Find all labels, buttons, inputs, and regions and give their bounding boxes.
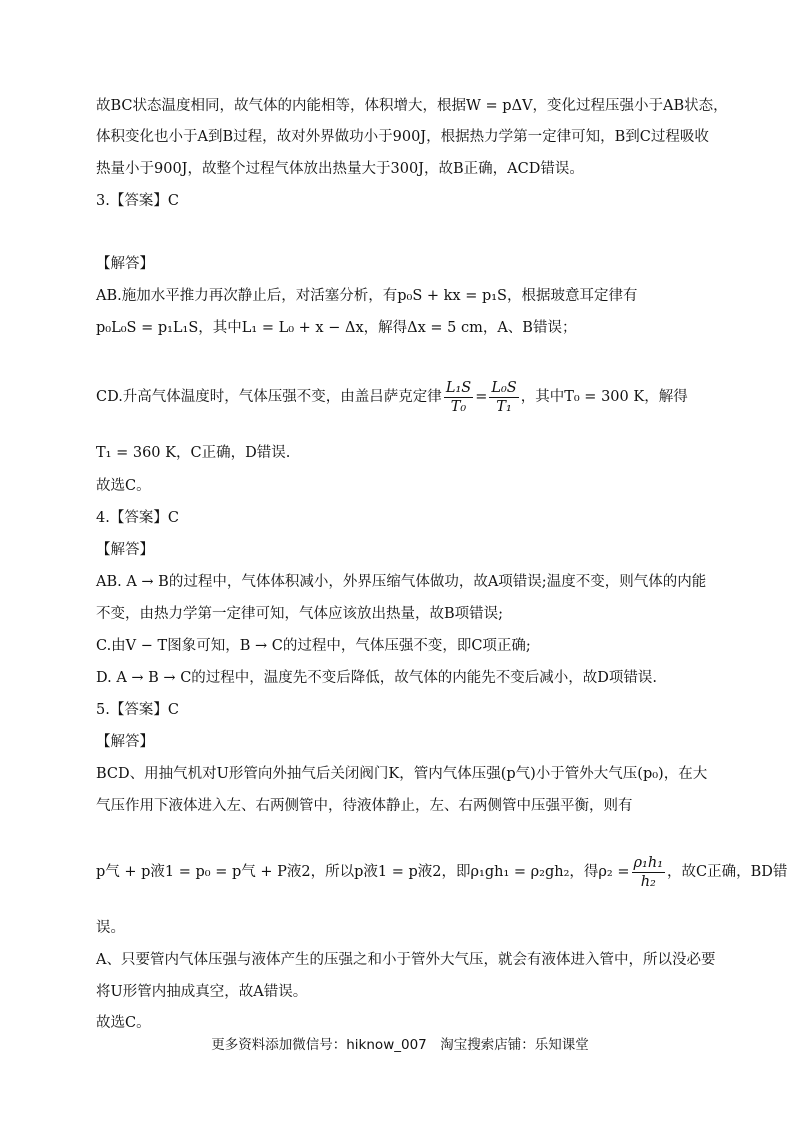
text-segment: CD.升高气体温度时，气体压强不变，由盖吕萨克定律 xyxy=(96,389,442,405)
text-line: 体积变化也小于A到B过程，故对外界做功小于900J，根据热力学第一定律可知，B到C过程吸收 xyxy=(96,129,709,145)
fraction-denominator: h₂ xyxy=(640,873,656,890)
text-line: 热量小于900J，故整个过程气体放出热量大于300J，故B正确，ACD错误。 xyxy=(96,161,584,177)
text-line: 气压作用下液体进入左、右两侧管中，待液体静止，左、右两侧管中压强平衡，则有 xyxy=(96,798,633,814)
fraction-denominator: T₀ xyxy=(450,398,467,415)
text-line: AB. A → B的过程中，气体体积减小，外界压缩气体做功，故A项错误;温度不变，则气体的内能 xyxy=(96,574,707,590)
text-line: 将U形管内抽成真空，故A错误。 xyxy=(96,984,308,1000)
fraction xyxy=(489,379,518,416)
text-segment: ，其中T₀ = 300 K，解得 xyxy=(520,389,688,405)
fraction xyxy=(632,854,666,891)
answer-heading: 3.【答案】C xyxy=(96,193,179,209)
fraction-numerator: L₁S xyxy=(445,379,472,396)
text-line: 故选C。 xyxy=(96,1015,151,1031)
equals-sign: = xyxy=(475,389,488,405)
text-line: BCD、用抽气机对U形管向外抽气后关闭阀门K，管内气体压强(p气)小于管外大气压(p₀)，在大 xyxy=(96,766,708,782)
text-line: p₀L₀S = p₁L₁S，其中L₁ = L₀ + x − Δx，解得Δx = 5 cm，A、B错误； xyxy=(96,320,577,336)
fraction-numerator: ρ₁h₁ xyxy=(633,854,664,871)
text-line: D. A → B → C的过程中，温度先不变后降低，故气体的内能先不变后减小，故D项错误. xyxy=(96,670,658,686)
text-segment: p气 + p液1 = p₀ = p气 + P液2，所以p液1 = p液2，即ρ₁gh₁ = ρ₂gh₂，得ρ₂ = xyxy=(96,864,630,880)
text-line: 故BC状态温度相同，故气体的内能相等，体积增大，根据W = pΔV，变化过程压强小于AB状态， xyxy=(96,98,728,114)
answer-heading: 4.【答案】C xyxy=(96,510,179,526)
solution-heading: 【解答】 xyxy=(96,542,154,558)
text-line: T₁ = 360 K，C正确，D错误. xyxy=(96,445,291,461)
answer-heading: 5.【答案】C xyxy=(96,702,179,718)
page-footer: 更多资料添加微信号：hiknow_007 淘宝搜索店铺：乐知课堂 xyxy=(211,1037,589,1053)
solution-heading: 【解答】 xyxy=(96,734,154,750)
text-line: AB.施加水平推力再次静止后，对活塞分析，有p₀S + kx = p₁S，根据玻意耳定律有 xyxy=(96,288,638,304)
fraction-denominator: T₁ xyxy=(496,398,512,415)
fraction xyxy=(444,379,473,416)
fraction-numerator: L₀S xyxy=(491,379,517,396)
text-line: 不变，由热力学第一定律可知，气体应该放出热量，故B项错误; xyxy=(96,606,504,622)
text-line: A、只要管内气体压强与液体产生的压强之和小于管外大气压，就会有液体进入管中，所以没必要 xyxy=(96,952,716,968)
solution-heading: 【解答】 xyxy=(96,256,154,272)
formula-line xyxy=(96,852,788,892)
text-line: C.由V − T图象可知，B → C的过程中，气体压强不变，即C项正确; xyxy=(96,638,531,654)
text-line: 故选C。 xyxy=(96,478,151,494)
text-line: 误。 xyxy=(96,920,125,936)
formula-line xyxy=(96,377,706,417)
text-segment: ，故C正确，BD错 xyxy=(667,864,788,880)
